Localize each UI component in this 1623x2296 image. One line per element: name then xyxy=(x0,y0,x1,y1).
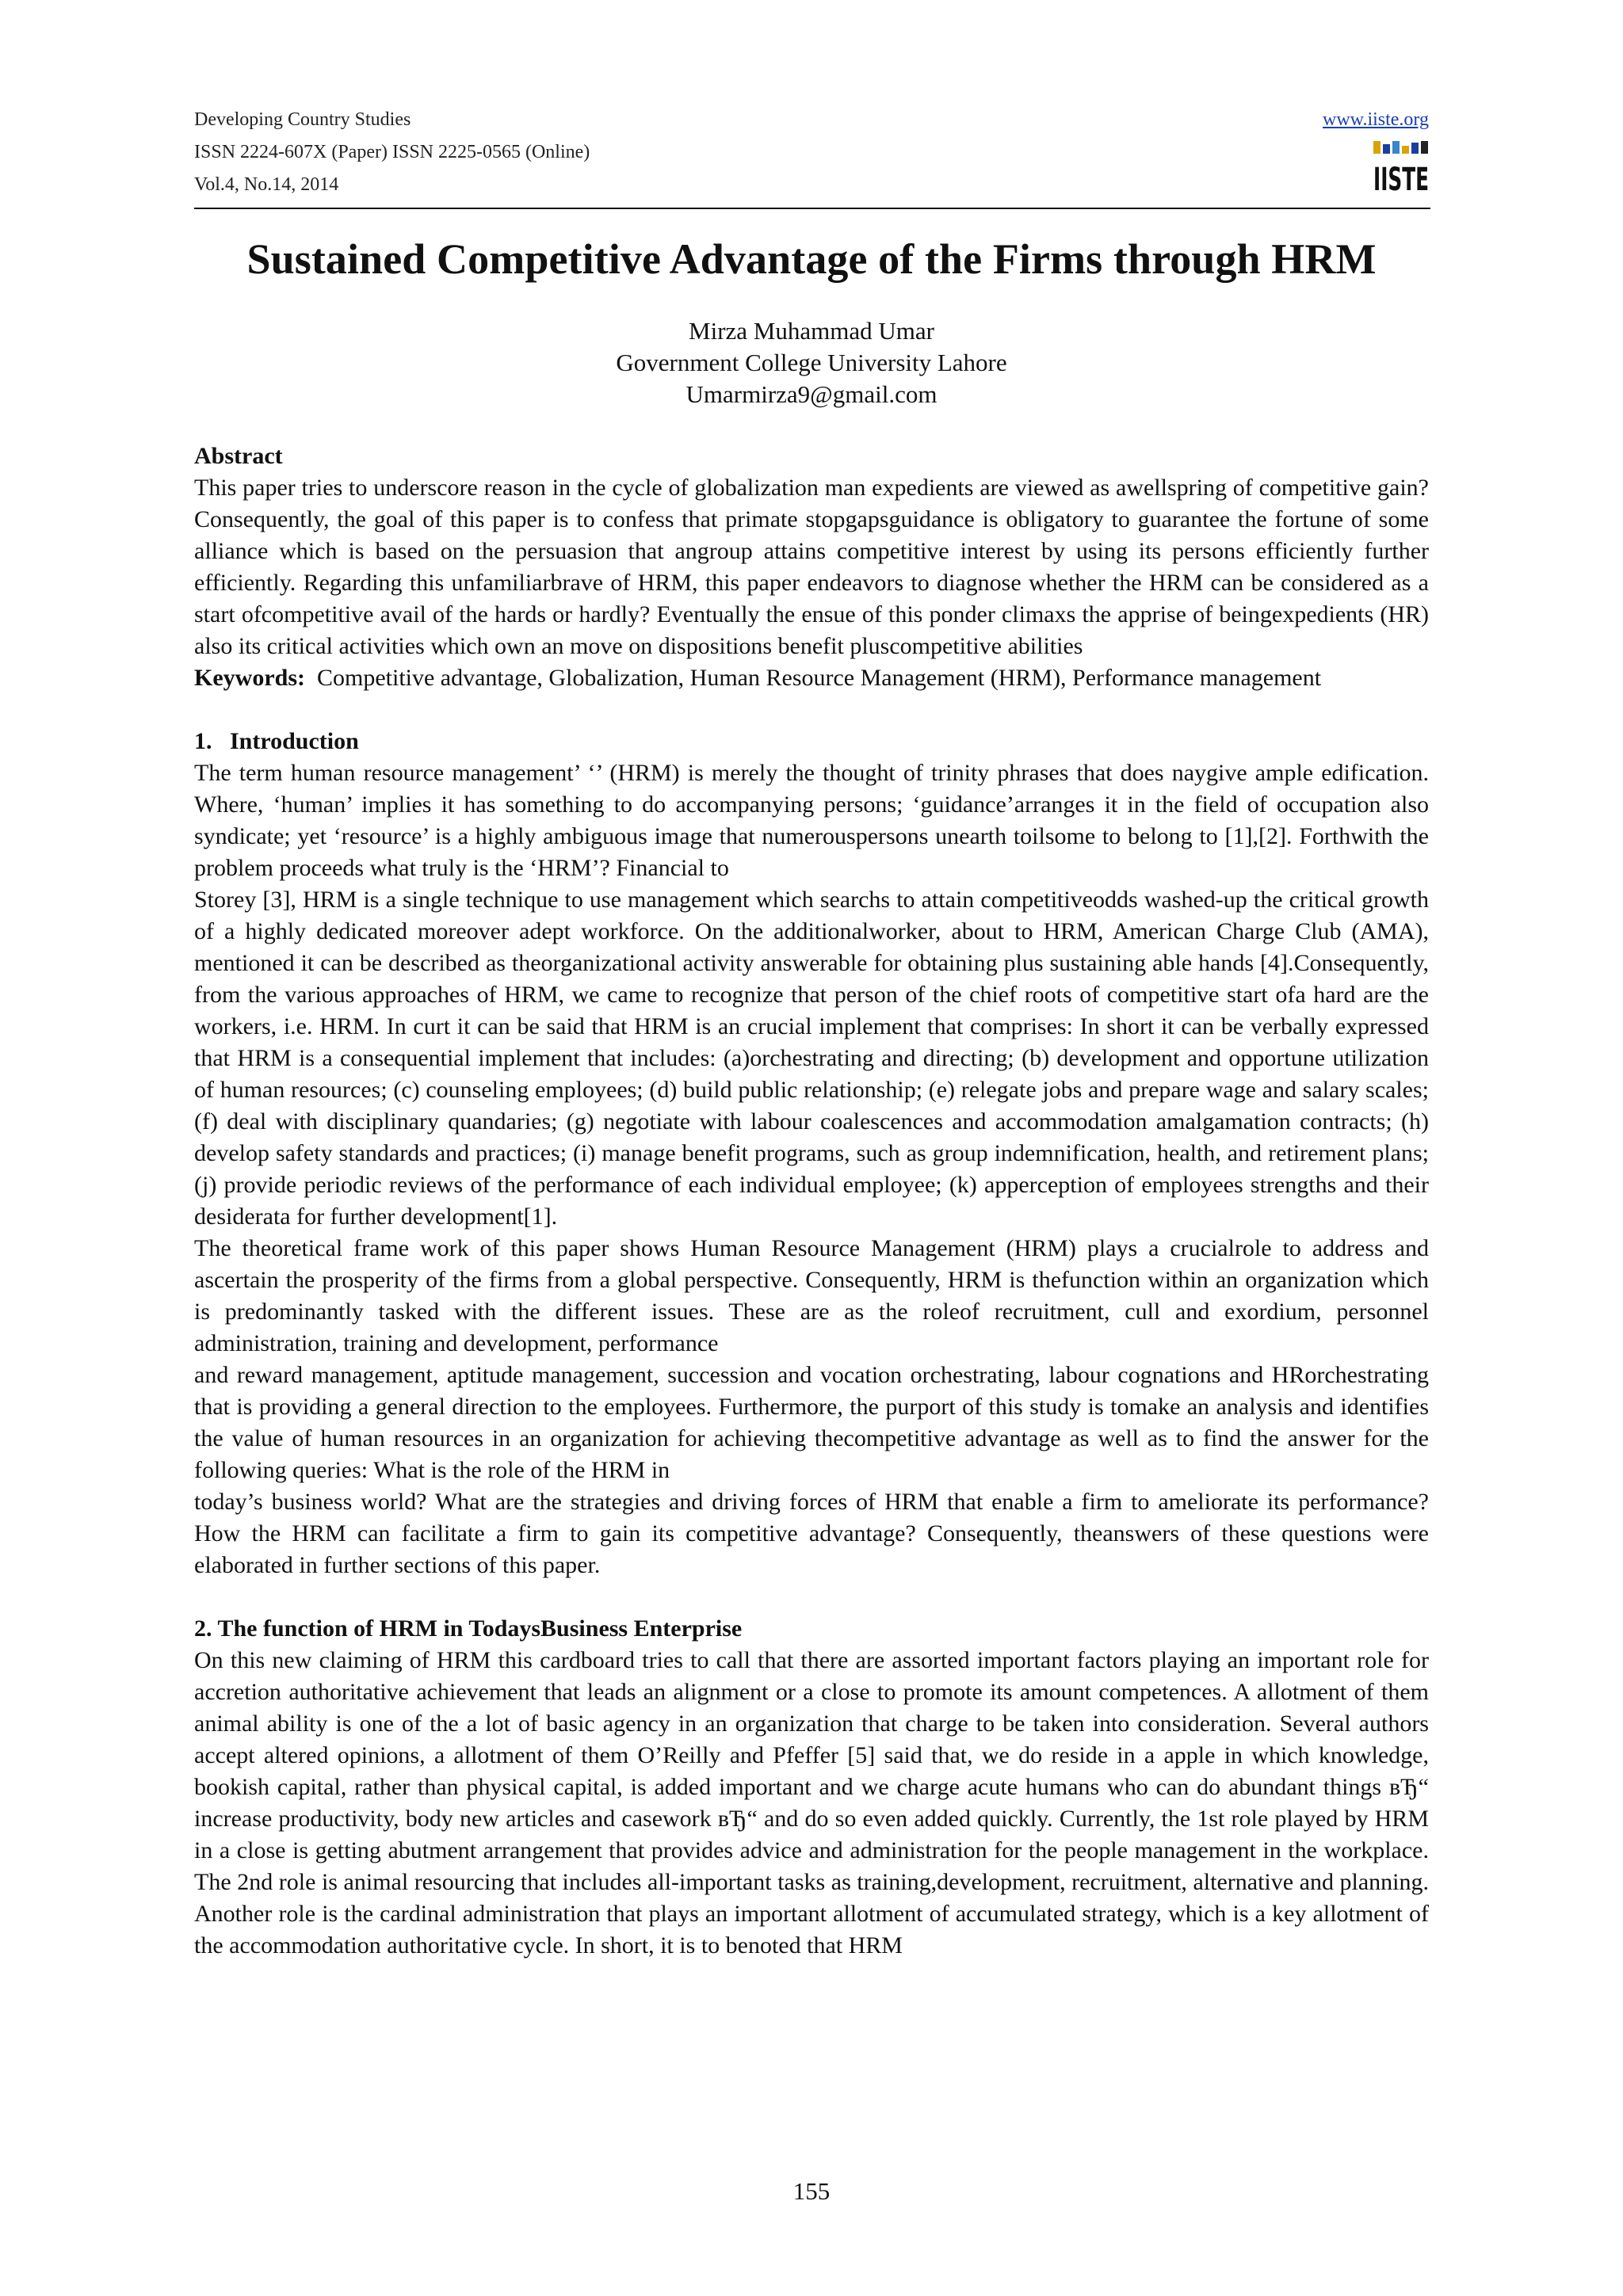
iiste-logo xyxy=(1372,139,1430,198)
intro-paragraph-1b: Storey [3], HRM is a single technique to use management which searchs to attain competitiveodds washed-up the critical growth of a highly dedicated moreover adept workforce. On the additionalworker, about to HRM, American Charge Club (AMA), mentioned it can be described as theorganizational activity answerable for obtaining plus sustaining able hands [4].Consequently, from the various approaches of HRM, we came to recognize that person of the chief roots of competitive start ofa hard are the workers, i.e. HRM. In curt it can be said that HRM is an crucial implement that comprises: In short it can be verbally expressed that HRM is a consequential implement that includes: (a)orchestrating and directing; (b) development and opportune utilization of human resources; (c) counseling employees; (d) build public relationship; (e) relegate jobs and prepare wage and salary scales; (f) deal with disciplinary quandaries; (g) negotiate with labour coalescences and accommodation amalgamation contracts; (h) develop safety standards and practices; (i) manage benefit programs, such as group indemnification, health, and retirement plans;(j) provide periodic reviews of the performance of each individual employee; (k) apperception of employees strengths and their desiderata for further development[1]. xyxy=(194,887,1429,1230)
keywords-line xyxy=(194,662,1429,694)
author-name: Mirza Muhammad Umar xyxy=(689,317,934,345)
header-divider xyxy=(194,208,1430,209)
intro-paragraph-2a: The theoretical frame work of this paper shows Human Resource Management (HRM) plays a crucialrole to address and ascertain the prosperity of the firms from a global perspective. Consequently, HRM is thefunction within an organization which is predominantly tasked with the different issues. These are as the roleof recruitment, cull and exordium, personnel administration, training and development, performance xyxy=(194,1235,1429,1356)
paper-title: Sustained Competitive Advantage of the Firms through HRM xyxy=(246,235,1377,283)
intro-paragraph-2c: today’s business world? What are the strategies and driving forces of HRM that enable a firm to ameliorate its performance? How the HRM can facilitate a firm to gain its competitive advantage? Consequently, theanswers of these questions were elaborated in further sections of this paper. xyxy=(194,1489,1429,1578)
section-2-paragraph-1: On this new claiming of HRM this cardboard tries to call that there are assorted important factors playing an important role for accretion authoritative achievement that leads an alignment or a close to promote its amount competences. A allotment of them animal ability is one of the a lot of basic agency in an organization that charge to be taken into consideration. Several authors accept altered opinions, a allotment of them O’Reilly and Pfeffer [5] said that, we do reside in a apple in which knowledge, bookish capital, rather than physical capital, is added important and we charge acute humans who can do abundant things вЂ“ increase productivity, body new articles and casework вЂ“ and do so even added quickly. Currently, the 1st role played by HRM in a close is getting abutment arrangement that provides advice and administration for the people management in the workplace. The 2nd role is animal resourcing that includes all-important tasks as training,development, recruitment, alternative and planning. Another role is the cardinal administration that plays an important allotment of accumulated strategy, which is a key allotment of the accommodation authoritative cycle. In short, it is to benoted that HRM xyxy=(194,1647,1429,1958)
abstract-heading: Abstract xyxy=(194,443,283,469)
keywords-label: Keywords: xyxy=(194,665,305,691)
journal-issn: ISSN 2224-607X (Paper) ISSN 2225-0565 (Online) xyxy=(194,142,590,162)
keywords-text: Competitive advantage, Globalization, Human Resource Management (HRM), Performance management xyxy=(316,665,1322,691)
section-1-heading: 1. Introduction xyxy=(194,728,359,754)
author-email: Umarmirza9@gmail.com xyxy=(685,380,938,408)
iiste-logo-text: IISTE xyxy=(1373,162,1429,198)
section-2-heading: 2. The function of HRM in TodaysBusiness Enterprise xyxy=(194,1615,743,1642)
abstract-text: This paper tries to underscore reason in the cycle of globalization man expedients are viewed as awellspring of competitive gain? Consequently, the goal of this paper is to confess that primate stopgapsguidance is obligatory to guarantee the fortune of some alliance which is based on the persuasion that angroup attains competitive interest by using its persons efficiently further efficiently. Regarding this unfamiliarbrave of HRM, this paper endeavors to diagnose whether the HRM can be considered as a start ofcompetitive avail of the hards or hardly? Eventually the ensue of this ponder climaxs the apprise of beingexpedients (HR) also its critical activities which own an move on dispositions benefit pluscompetitive abilities xyxy=(194,475,1429,659)
paper-body xyxy=(194,441,1429,1962)
journal-volume: Vol.4, No.14, 2014 xyxy=(194,174,339,195)
journal-name: Developing Country Studies xyxy=(194,109,411,130)
intro-paragraph-2b: and reward management, aptitude management, succession and vocation orchestrating, labour cognations and HRorchestrating that is providing a general direction to the employees. Furthermore, the purport of this study is tomake an analysis and identifies the value of human resources in an organization for achieving thecompetitive advantage as well as to find the answer for the following queries: What is the role of the HRM in xyxy=(194,1362,1429,1483)
page-number: 155 xyxy=(792,2177,831,2205)
journal-website-link[interactable]: www.iiste.org xyxy=(1323,109,1429,130)
author-affiliation: Government College University Lahore xyxy=(616,349,1007,376)
intro-paragraph-1a: The term human resource management’ ‘’ (HRM) is merely the thought of trinity phrases that does naygive ample edification. Where, ‘human’ implies it has something to do accompanying persons; ‘guidance’arranges it in the field of occupation also syndicate; yet ‘resource’ is a highly ambiguous image that numerouspersons unearth toilsome to belong to [1],[2]. Forthwith the problem proceeds what truly is the ‘HRM’? Financial to xyxy=(194,760,1429,881)
